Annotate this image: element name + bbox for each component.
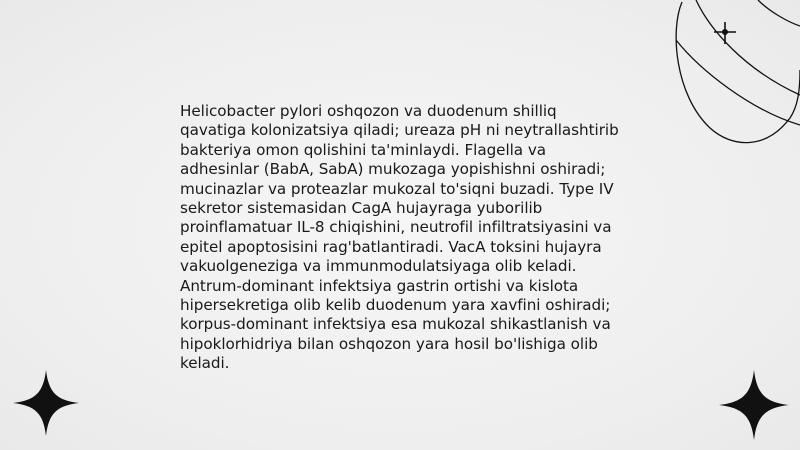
- four-point-star-icon: [719, 370, 789, 440]
- orbit-lines-icon: [670, 0, 800, 150]
- body-paragraph: Helicobacter pylori oshqozon va duodenum shilliq qavatiga kolonizatsiya qiladi; ureaza pH ni neytrallashtirib bakteriya omon qolishini ta'minlaydi. Flagella va adhesinlar (BabA, SabA) mukozaga yopishishni oshiradi; mucinazlar va proteazlar mukozal to'siqni buzadi. Type IV sekretor sistemasidan CagA hujayraga yuborilib proinflamatuar IL-8 chiqishini, neutrofil infiltratsiyasini va epitel apoptosisini rag'batlantiradi. VacA toksini hujayra vakuolgeneziga va immunmodulatsiyaga olib keladi. Antrum-dominant infektsiya gastrin ortishi va kislota hipersekretiga olib kelib duodenum yara xavfini oshiradi; korpus-dominant infektsiya esa mukozal shikastlanish va hipoklorhidriya bilan oshqozon yara hosil bo'lishiga olib keladi.: [180, 102, 619, 373]
- four-point-star-icon: [13, 370, 79, 436]
